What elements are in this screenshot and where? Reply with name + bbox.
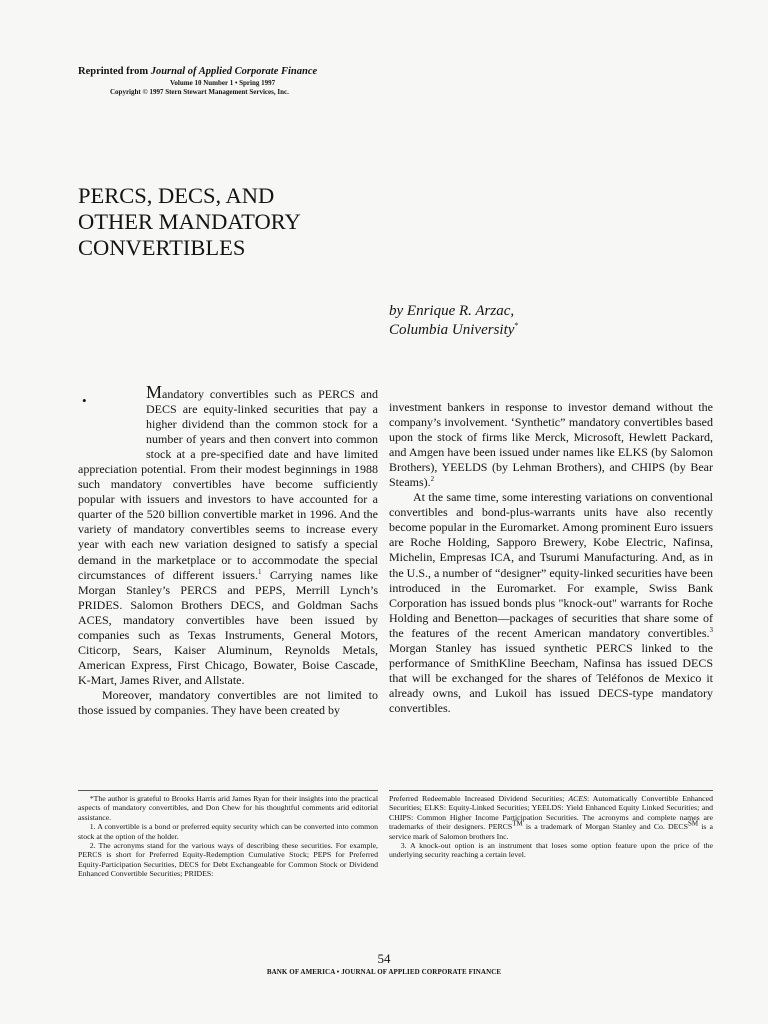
paragraph-4-text-a: At the same time, some interesting variations on conventional convertibles and bond-plus-warrants units have also recently become popular in the Euromarket. Among prominent Euro issuers are Roche Holding, Sapporo Brewery, Kobe Electric, Nafinsa, Michelin, Empresas ICA, and Tsurumi Manufacturing. And, as in the U.S., a number of “designer” equity-linked securities have been introduced in the Euromarket. For example, Swiss Bank Corporation has issued bonds plus "knock-out" warrants for Roche Holding and Benetton—packages of securities that share some of the features of the recent American mandatory convertibles.: [389, 490, 713, 640]
footnote-ref-1[interactable]: 1: [257, 567, 262, 576]
author-footnote-mark: *: [514, 321, 519, 330]
byline: [389, 302, 518, 340]
paragraph-4-text-b: Morgan Stanley has issued synthetic PERCS linked to the performance of SmithKline Beecham, Nafinsa has issued DECS that will be exchanged for the shares of Teléfonos de Mexico it already owns, and Lukoil has issued DECS-type mandatory convertibles.: [389, 640, 713, 715]
title-line-2: OTHER MANDATORY: [78, 209, 301, 234]
paragraph-3-text: investment bankers in response to investor demand without the company’s involvement. ‘Synthetic” mandatory convertibles based upon the stock of firms like Merck, Microsoft, Hewlett Packard, and Amgen have been issued under names like ELKS (by Salomon Brothers), YEELDS (by Lehman Brothers), and CHIPS (by Bear Steams).: [389, 400, 713, 490]
running-footer: BANK OF AMERICA • JOURNAL OF APPLIED CORPORATE FINANCE: [266, 968, 502, 976]
footnote-2-cont-b: : Automatically Convertible Enhanced Securities; ELKS: Equity-Linked Securities; YEELDS: Yield Enhanced Equity Linked Securities; and CHIPS: Common Higher Income Participation Securities. The acronyms and complete names are trademarks of their designers. PERCS: [389, 794, 713, 832]
body-column-left: [78, 382, 378, 718]
service-mark: SM: [687, 819, 699, 828]
bullet-glyph: •: [82, 393, 87, 408]
reprint-notice: [78, 66, 317, 77]
footnotes-left: [78, 794, 378, 879]
copyright-line: Copyright © 1997 Stern Stewart Management Services, Inc.: [110, 88, 289, 96]
journal-name: Journal of Applied Corporate Finance: [150, 66, 318, 77]
footnote-2-cont-d: is a service mark of Salomon brothers Inc.: [389, 822, 714, 841]
page-number: 54: [377, 951, 391, 966]
footnote-2-continued: [389, 794, 713, 841]
reprint-prefix: Reprinted from: [78, 66, 151, 77]
footnote-3: 3. A knock-out option is an instrument that loses some option feature upon the price of the underlying security reaching a certain level.: [389, 841, 713, 860]
dropcap-letter: M: [146, 382, 163, 402]
footnote-star: *The author is grateful to Brooks Harris arid James Ryan for their insights into the practical aspects of mandatory convertibles, and Don Chew for his thoughtful comments arid editorial assistance.: [78, 794, 378, 822]
paragraph-2: Moreover, mandatory convertibles are not limited to those issued by companies. They have been created by: [78, 687, 378, 717]
footnote-divider-left: [78, 790, 378, 791]
footnote-2-cont-c: is a trademark of Morgan Stanley and Co. DECS: [522, 822, 688, 832]
paragraph-1-text-b: Carrying names like Morgan Stanley’s PERCS and PEPS, Merrill Lynch’s PRIDES. Salomon Brothers DECS, and Goldman Sachs ACES, mandatory convertibles have been issued by companies such as Texas Instruments, General Motors, Citicorp, Sears, Kaiser Aluminum, Reynolds Metals, American Express, First Chicago, Bowater, Boise Cascade, K-Mart, James River, and Allstate.: [78, 567, 378, 687]
volume-line: Volume 10 Number 1 • Spring 1997: [170, 79, 276, 87]
dropcap-spacer: [78, 385, 146, 459]
footnote-ref-2[interactable]: 2: [430, 475, 435, 484]
title-line-3: CONVERTIBLES: [78, 235, 246, 260]
article-title: [78, 183, 398, 261]
paragraph-4: [389, 490, 713, 716]
footnote-divider-right: [389, 790, 713, 791]
footnote-ref-3[interactable]: 3: [709, 625, 713, 634]
footnote-2: 2. The acronyms stand for the various ways of describing these securities. For example, PERCS is short for Preferred Equity-Redemption Cumulative Stock; PEPS for Preferred Equity-Participation Securities, DECS for Debt Exchangeable for Common Stock or Dividend Enhanced Convertible Securities; PRIDES:: [78, 841, 378, 879]
title-line-1: PERCS, DECS, AND: [78, 183, 275, 208]
body-column-right: [389, 400, 713, 716]
footnote-2-aces: ACES: [568, 794, 588, 803]
paragraph-1-text-a: andatory convertibles such as PERCS and DECS are equity-linked securities that pay a higher dividend than the common stock for a number of years and then convert into common stock at a pre-specified date and have limited appreciation potential. From their modest beginnings in 1988 such mandatory convertibles have become sufficiently popular with issuers and investors to have accounted for a quarter of the 520 billion convertible market in 1996. And the variety of mandatory convertibles seems to increase every year with each new variation designed to satisfy a special demand in the marketplace or to accommodate the special circumstances of different issuers.: [78, 387, 378, 582]
author-name: by Enrique R. Arzac,: [389, 303, 515, 319]
footnote-1: 1. A convertible is a bond or preferred equity security which can be converted into common stock at the option of the holder.: [78, 822, 378, 841]
paragraph-3: [389, 400, 713, 490]
footnote-2-cont-a: Preferred Redeemable Increased Dividend Securities;: [389, 794, 569, 803]
trademark-mark: TM: [512, 819, 523, 828]
footnotes-right: [389, 794, 713, 860]
author-affiliation: Columbia University: [389, 322, 515, 338]
